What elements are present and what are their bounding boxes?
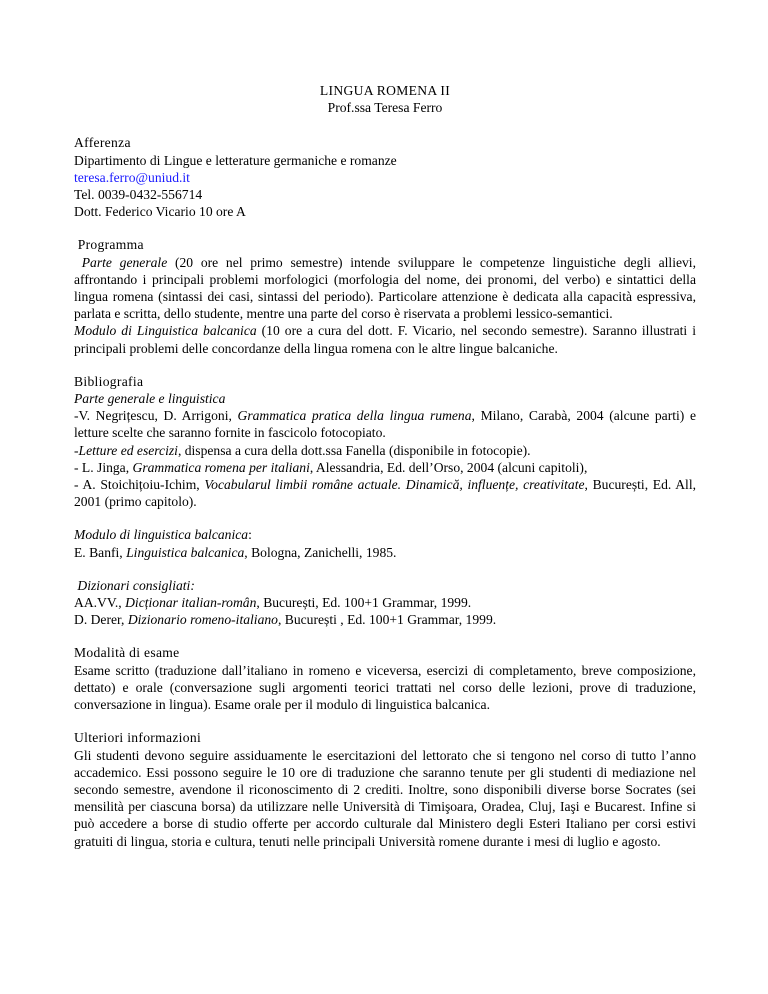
esame-section [74, 644, 696, 713]
bib-entry: -V. Negrițescu, D. Arrigoni, Grammatica pratica della lingua rumena, Milano, Carabà, 2004 (alcune parti) e letture scelte che saranno fornite in fascicolo fotocopiato. [74, 408, 696, 441]
esame-heading: Modalità di esame [74, 645, 180, 661]
ulteriori-paragraph: Gli studenti devono seguire assiduamente le esercitazioni del lettorato che si tengono nel corso di tutto l’anno accademico. Essi possono seguire le 10 ore di traduzione che saranno tenute per gli studenti di mediazione nel secondo semestre, avendone il riconoscimento di 2 crediti. Inoltre, sono disponibili diverse borse Socrates (sei mensilità per ciascuna borsa) da utilizzare nelle Università di Timişoara, Oradea, Cluj, Iaşi e Bucarest. Infine si può accedere a borse di studio offerte per accordo culturale dal Ministero degli Esteri Italiano per corsi estivi gratuiti di lingua, storia e cultura, tenuti nelle principali Università romene durante i mesi di luglio e agosto. [74, 747, 696, 849]
bib-entry: AA.VV., Dicționar italian-român, București, Ed. 100+1 Grammar, 1999. [74, 595, 472, 611]
bibliografia-subheading-2: Modulo di linguistica balcanica: [74, 527, 252, 543]
bibliografia-subheading-1: Parte generale e linguistica [74, 391, 226, 407]
programma-paragraph-2: Modulo di Linguistica balcanica (10 ore a cura del dott. F. Vicario, nel secondo semestre). Saranno illustrati i principali problemi delle concordanze della lingua romena con le altre lingue balcaniche. [74, 323, 696, 356]
document-page [74, 82, 696, 866]
modulo-label: Modulo di Linguistica balcanica [74, 323, 257, 339]
bibliografia-section [74, 373, 696, 629]
staff-line: Dott. Federico Vicario 10 ore A [74, 204, 246, 220]
department-line: Dipartimento di Lingue e letterature germaniche e romanze [74, 152, 397, 168]
email-link[interactable]: teresa.ferro@uniud.it [74, 169, 190, 185]
professor-name: Prof.ssa Teresa Ferro [327, 100, 443, 116]
bibliografia-heading: Bibliografia [74, 373, 144, 389]
parte-generale-label: Parte generale [81, 254, 168, 270]
programma-section [74, 236, 696, 356]
bib-entry: D. Derer, Dizionario romeno-italiano, București , Ed. 100+1 Grammar, 1999. [74, 612, 497, 628]
afferenza-heading: Afferenza [74, 135, 131, 151]
ulteriori-heading: Ulteriori informazioni [74, 730, 202, 746]
telephone-line: Tel. 0039-0432-556714 [74, 187, 203, 203]
programma-heading: Programma [77, 237, 144, 253]
programma-paragraph-1: Parte generale (20 ore nel primo semestre) intende sviluppare le competenze linguistiche degli allievi, affrontando i principali problemi morfologici (morfologia del nome, dei pronomi, del verbo) e sintattici della lingua romena (sintassi dei casi, sintassi del periodo). Particolare attenzione è dedicata alla capacità espressiva, parlata e scritta, dello studente, mentre una parte del corso è riservata a problemi lessico-semantici. [74, 254, 696, 322]
bib-entry: - L. Jinga, Grammatica romena per italiani, Alessandria, Ed. dell’Orso, 2004 (alcuni capitoli), [74, 459, 588, 475]
course-title: LINGUA ROMENA II [319, 83, 451, 98]
bib-entry: -Letture ed esercizi, dispensa a cura della dott.ssa Fanella (disponibile in fotocopie). [74, 442, 531, 458]
afferenza-section [74, 134, 696, 220]
bibliografia-subheading-3: Dizionari consigliati: [77, 577, 195, 593]
ulteriori-section [74, 729, 696, 849]
bib-entry: - A. Stoichițoiu-Ichim, Vocabularul limbii române actuale. Dinamică, influențe, creativitate, București, Ed. All, 2001 (primo capitolo). [74, 477, 697, 510]
bib-entry: E. Banfi, Linguistica balcanica, Bologna, Zanichelli, 1985. [74, 544, 397, 560]
esame-paragraph: Esame scritto (traduzione dall’italiano in romeno e viceversa, esercizi di completamento, breve composizione, dettato) e orale (conversazione sugli argomenti teorici trattati nel corso delle lezioni, prove di traduzione, conversazione in lingua). Esame orale per il modulo di linguistica balcanica. [74, 662, 696, 713]
